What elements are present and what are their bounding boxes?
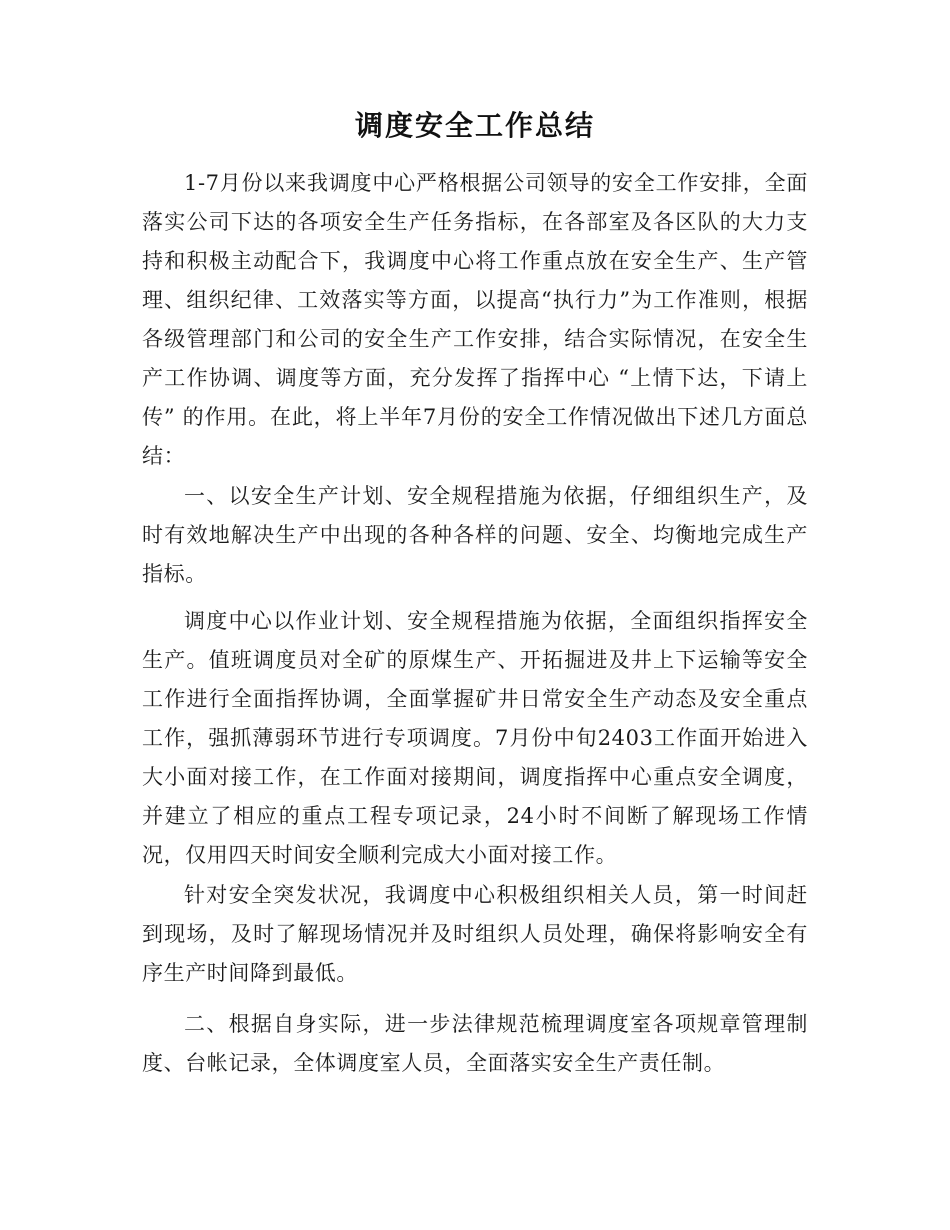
paragraph-section-one: 一、以安全生产计划、安全规程措施为依据，仔细组织生产，及时有效地解决生产中出现的各种各样的问题、安全、均衡地完成生产指标。 [142, 484, 808, 586]
document-title: 调度安全工作总结 [354, 109, 595, 142]
paragraph-intro: 1-7月份以来我调度中心严格根据公司领导的安全工作安排，全面落实公司下达的各项安全生产任务指标，在各部室及各区队的大力支持和积极主动配合下，我调度中心将工作重点放在安全生产、生产管理、组织纪律、工效落实等方面，以提高“执行力”为工作准则，根据各级管理部门和公司的安全生产工作安排，结合实际情况，在安全生产工作协调、调度等方面，充分发挥了指挥中心 “上情下达，下请上传” 的作用。在此，将上半年7月份的安全工作情况做出下述几方面总结： [142, 171, 808, 468]
paragraph-emergency: 针对安全突发状况，我调度中心积极组织相关人员，第一时间赶到现场，及时了解现场情况并及时组织人员处理，确保将影响安全有序生产时间降到最低。 [142, 883, 808, 985]
paragraph-section-two: 二、根据自身实际，进一步法律规范梳理调度室各项规章管理制度、台帐记录，全体调度室人员，全面落实安全生产责任制。 [142, 1012, 808, 1075]
paragraph-dispatch-center: 调度中心以作业计划、安全规程措施为依据，全面组织指挥安全生产。值班调度员对全矿的原煤生产、开拓掘进及井上下运输等安全工作进行全面指挥协调，全面掌握矿井日常安全生产动态及安全重点工作，强抓薄弱环节进行专项调度。7月份中旬2403工作面开始进入大小面对接工作，在工作面对接期间，调度指挥中心重点安全调度，并建立了相应的重点工程专项记录，24小时不间断了解现场工作情况，仅用四天时间安全顺利完成大小面对接工作。 [142, 609, 808, 867]
